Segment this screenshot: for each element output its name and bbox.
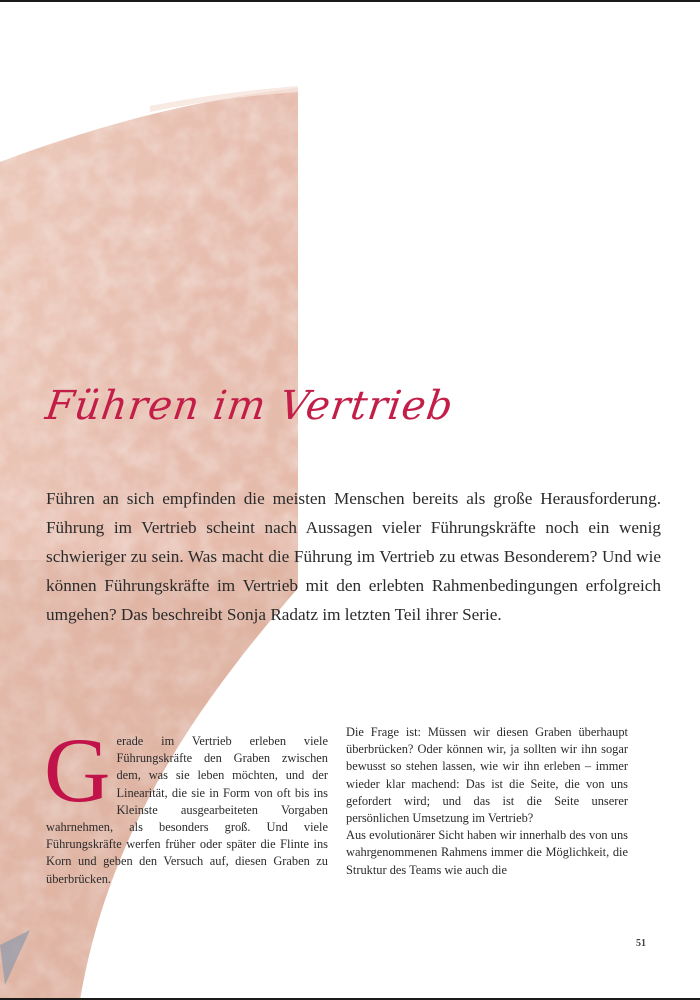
- article-title: Führen im Vertrieb: [42, 383, 457, 429]
- body-paragraph: erade im Vertrieb erleben viele Führungskräfte den Graben zwischen dem, was sie leben möchten, und der Linearität, die sie in Form von oft bis ins Kleinste ausgearbeiteten Vorgaben wahrnehmen, als besonders groß. Und viele Führungskräfte werfen früher oder später die Flinte ins Korn und geben den Versuch auf, diesen Graben zu überbrücken.: [46, 734, 328, 886]
- body-column-right: [346, 724, 628, 879]
- body-paragraph: Die Frage ist: Müssen wir diesen Graben überhaupt überbrücken? Oder können wir, ja sollten wir ihn sogar bewusst so stehen lassen, wie wir ihn erleben – immer wieder klar machend: Das ist die Seite, die von uns gefordert wird; und das ist die Seite unserer persönlichen Umsetzung im Vertrieb?: [346, 725, 628, 826]
- body-paragraph: Aus evolutionärer Sicht haben wir innerhalb des von uns wahrgenommenen Rahmens immer die Möglichkeit, die Struktur des Teams wie auch die: [346, 828, 628, 877]
- article-lead: Führen an sich empfinden die meisten Menschen bereits als große Herausforderung. Führung im Vertrieb scheint nach Aussagen vieler Führungskräfte noch ein wenig schwieriger zu sein. Was macht die Führung im Vertrieb zu etwas Besonderem? Und wie können Führungskräfte im Vertrieb mit den erlebten Rahmenbedingungen erfolgreich umgehen? Das beschreibt Sonja Radatz im letzten Teil ihrer Serie.: [46, 489, 661, 624]
- page-number: 51: [636, 938, 646, 949]
- body-column-left: [44, 719, 328, 888]
- drop-cap: G: [44, 719, 111, 821]
